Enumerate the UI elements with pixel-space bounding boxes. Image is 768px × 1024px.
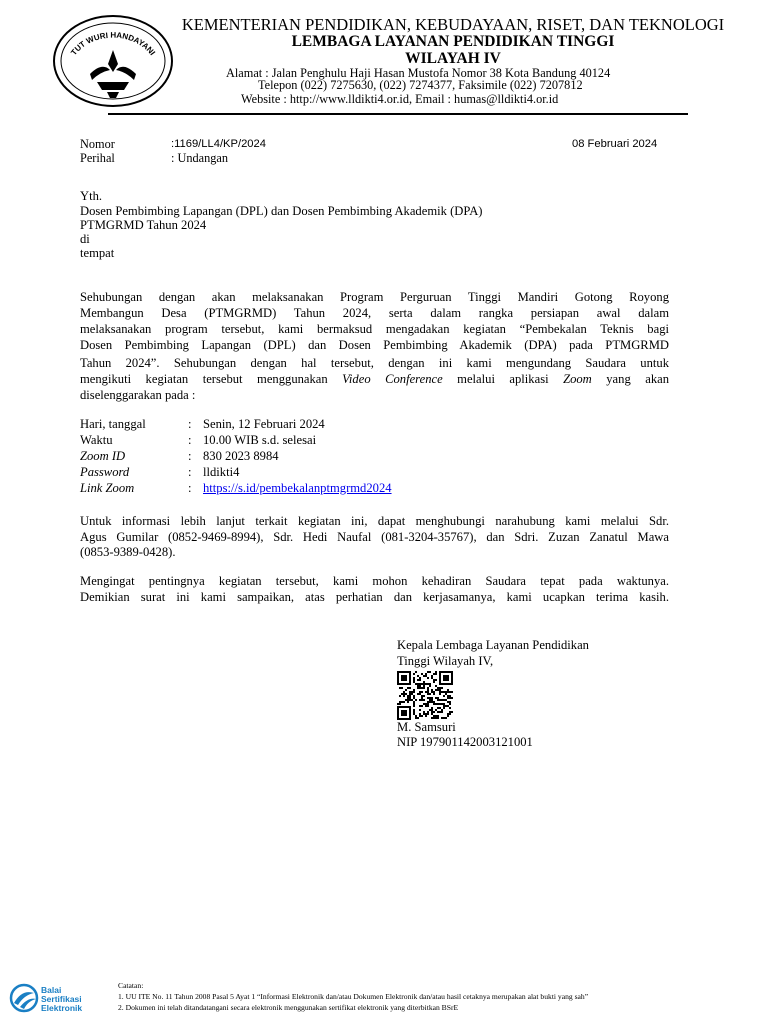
detail-value-date: Senin, 12 Februari 2024	[203, 417, 325, 431]
paragraph-line: Sehubungan dengan akan melaksanakan Program Perguruan Tinggi Mandiri Gotong Royong	[80, 290, 669, 304]
detail-label: Link Zoom	[80, 481, 135, 495]
bsre-label: Sertifikasi	[41, 994, 82, 1004]
detail-colon: :	[188, 417, 192, 431]
paragraph-line: (0853-9389-0428).	[80, 545, 176, 559]
letter-date: 08 Februari 2024	[572, 138, 658, 150]
perihal-value: : Undangan	[171, 151, 229, 165]
phone-line: Telepon (022) 7275630, (022) 7274377, Faksimile (022) 7207812	[258, 78, 583, 92]
zoom-link[interactable]: https://s.id/pembekalanptmgrmd2024	[203, 481, 392, 495]
header-divider	[108, 113, 688, 115]
recipient-line: PTMGRMD Tahun 2024	[80, 218, 207, 232]
paragraph-line: mengikuti kegiatan tersebut menggunakan Video Conference melalui aplikasi Zoom yang akan	[80, 372, 669, 386]
nomor-value: :1169/LL4/KP/2024	[171, 138, 266, 150]
perihal-label: Perihal	[80, 151, 115, 165]
detail-colon: :	[188, 465, 192, 479]
signatory-title: Tinggi Wilayah IV,	[397, 654, 494, 668]
detail-value-password: lldikti4	[203, 465, 240, 479]
detail-value-zoom-id: 830 2023 8984	[203, 449, 279, 463]
detail-label: Hari, tanggal	[80, 417, 146, 431]
bsre-logo-icon	[8, 983, 40, 1013]
paragraph-line: Agus Gumilar (0852-9469-8994), Sdr. Hedi Naufal (081-3204-35767), dan Sdri. Zuzan Zanatul Mawa	[80, 530, 669, 544]
detail-colon: :	[188, 433, 192, 447]
address-line: Alamat : Jalan Penghulu Haji Hasan Mustofa Nomor 38 Kota Bandung 40124	[226, 66, 611, 80]
detail-label: Password	[80, 465, 130, 479]
recipient-line: di	[80, 232, 90, 246]
paragraph-line: melaksanakan program tersebut, kami bermaksud mengadakan kegiatan “Pembekalan Teknis bagi	[80, 322, 669, 336]
signatory-nip: NIP 197901142003121001	[397, 735, 533, 749]
detail-value-time: 10.00 WIB s.d. selesai	[203, 433, 317, 447]
footnote: 2. Dokumen ini telah ditandatangani secara elektronik menggunakan sertifikat elektronik yang diterbitkan BSrE	[118, 1003, 459, 1012]
tut-wuri-handayani-logo	[52, 14, 174, 108]
recipient-line: Dosen Pembimbing Lapangan (DPL) dan Dosen Pembimbing Akademik (DPA)	[80, 204, 483, 218]
paragraph-line: Untuk informasi lebih lanjut terkait kegiatan ini, dapat menghubungi narahubung kami melalui Sdr.	[80, 514, 669, 528]
recipient-salutation: Yth.	[80, 189, 103, 203]
detail-label: Waktu	[80, 433, 113, 447]
signatory-title: Kepala Lembaga Layanan Pendidikan	[397, 638, 589, 652]
website-line: Website : http://www.lldikti4.or.id, Email : humas@lldikti4.or.id	[241, 92, 559, 106]
nomor-label: Nomor	[80, 137, 115, 151]
paragraph-line: Demikian surat ini kami sampaikan, atas perhatian dan kerjasamanya, kami ucapkan terima kasih.	[80, 590, 669, 604]
paragraph-line: diselenggarakan pada :	[80, 388, 196, 402]
ministry-name: KEMENTERIAN PENDIDIKAN, KEBUDAYAAN, RISET, DAN TEKNOLOGI	[181, 15, 725, 34]
detail-colon: :	[188, 449, 192, 463]
agency-name: LEMBAGA LAYANAN PENDIDIKAN TINGGI	[291, 33, 615, 50]
recipient-line: tempat	[80, 246, 115, 260]
paragraph-line: Membangun Desa (PTMGRMD) Tahun 2024, serta dalam rangka persiapan awal dalam	[80, 306, 669, 320]
bsre-label: Elektronik	[41, 1003, 83, 1013]
bsre-label: Balai	[41, 985, 62, 995]
detail-colon: :	[188, 481, 192, 495]
paragraph-line: Mengingat pentingnya kegiatan tersebut, kami mohon kehadiran Saudara tepat pada waktunya.	[80, 574, 669, 588]
svg-text:TUT WURI HANDAYANI: TUT WURI HANDAYANI	[69, 30, 157, 58]
region-name: WILAYAH IV	[405, 50, 501, 67]
detail-label: Zoom ID	[80, 449, 126, 463]
footnote: 1. UU ITE No. 11 Tahun 2008 Pasal 5 Ayat 1 “Informasi Elektronik dan/atau Dokumen Elektronik dan/atau hasil cetaknya merupakan alat bukti yang sah”	[118, 992, 589, 1001]
paragraph-line: Tahun 2024”. Sehubungan dengan hal tersebut, dengan ini kami mengundang Saudara untuk	[80, 356, 669, 370]
footnote-heading: Catatan:	[118, 981, 144, 990]
signatory-name: M. Samsuri	[397, 720, 456, 734]
paragraph-line: Dosen Pembimbing Lapangan (DPL) dan Dosen Pembimbing Akademik (DPA) pada PTMGRMD	[80, 338, 669, 352]
qr-code	[397, 671, 453, 720]
